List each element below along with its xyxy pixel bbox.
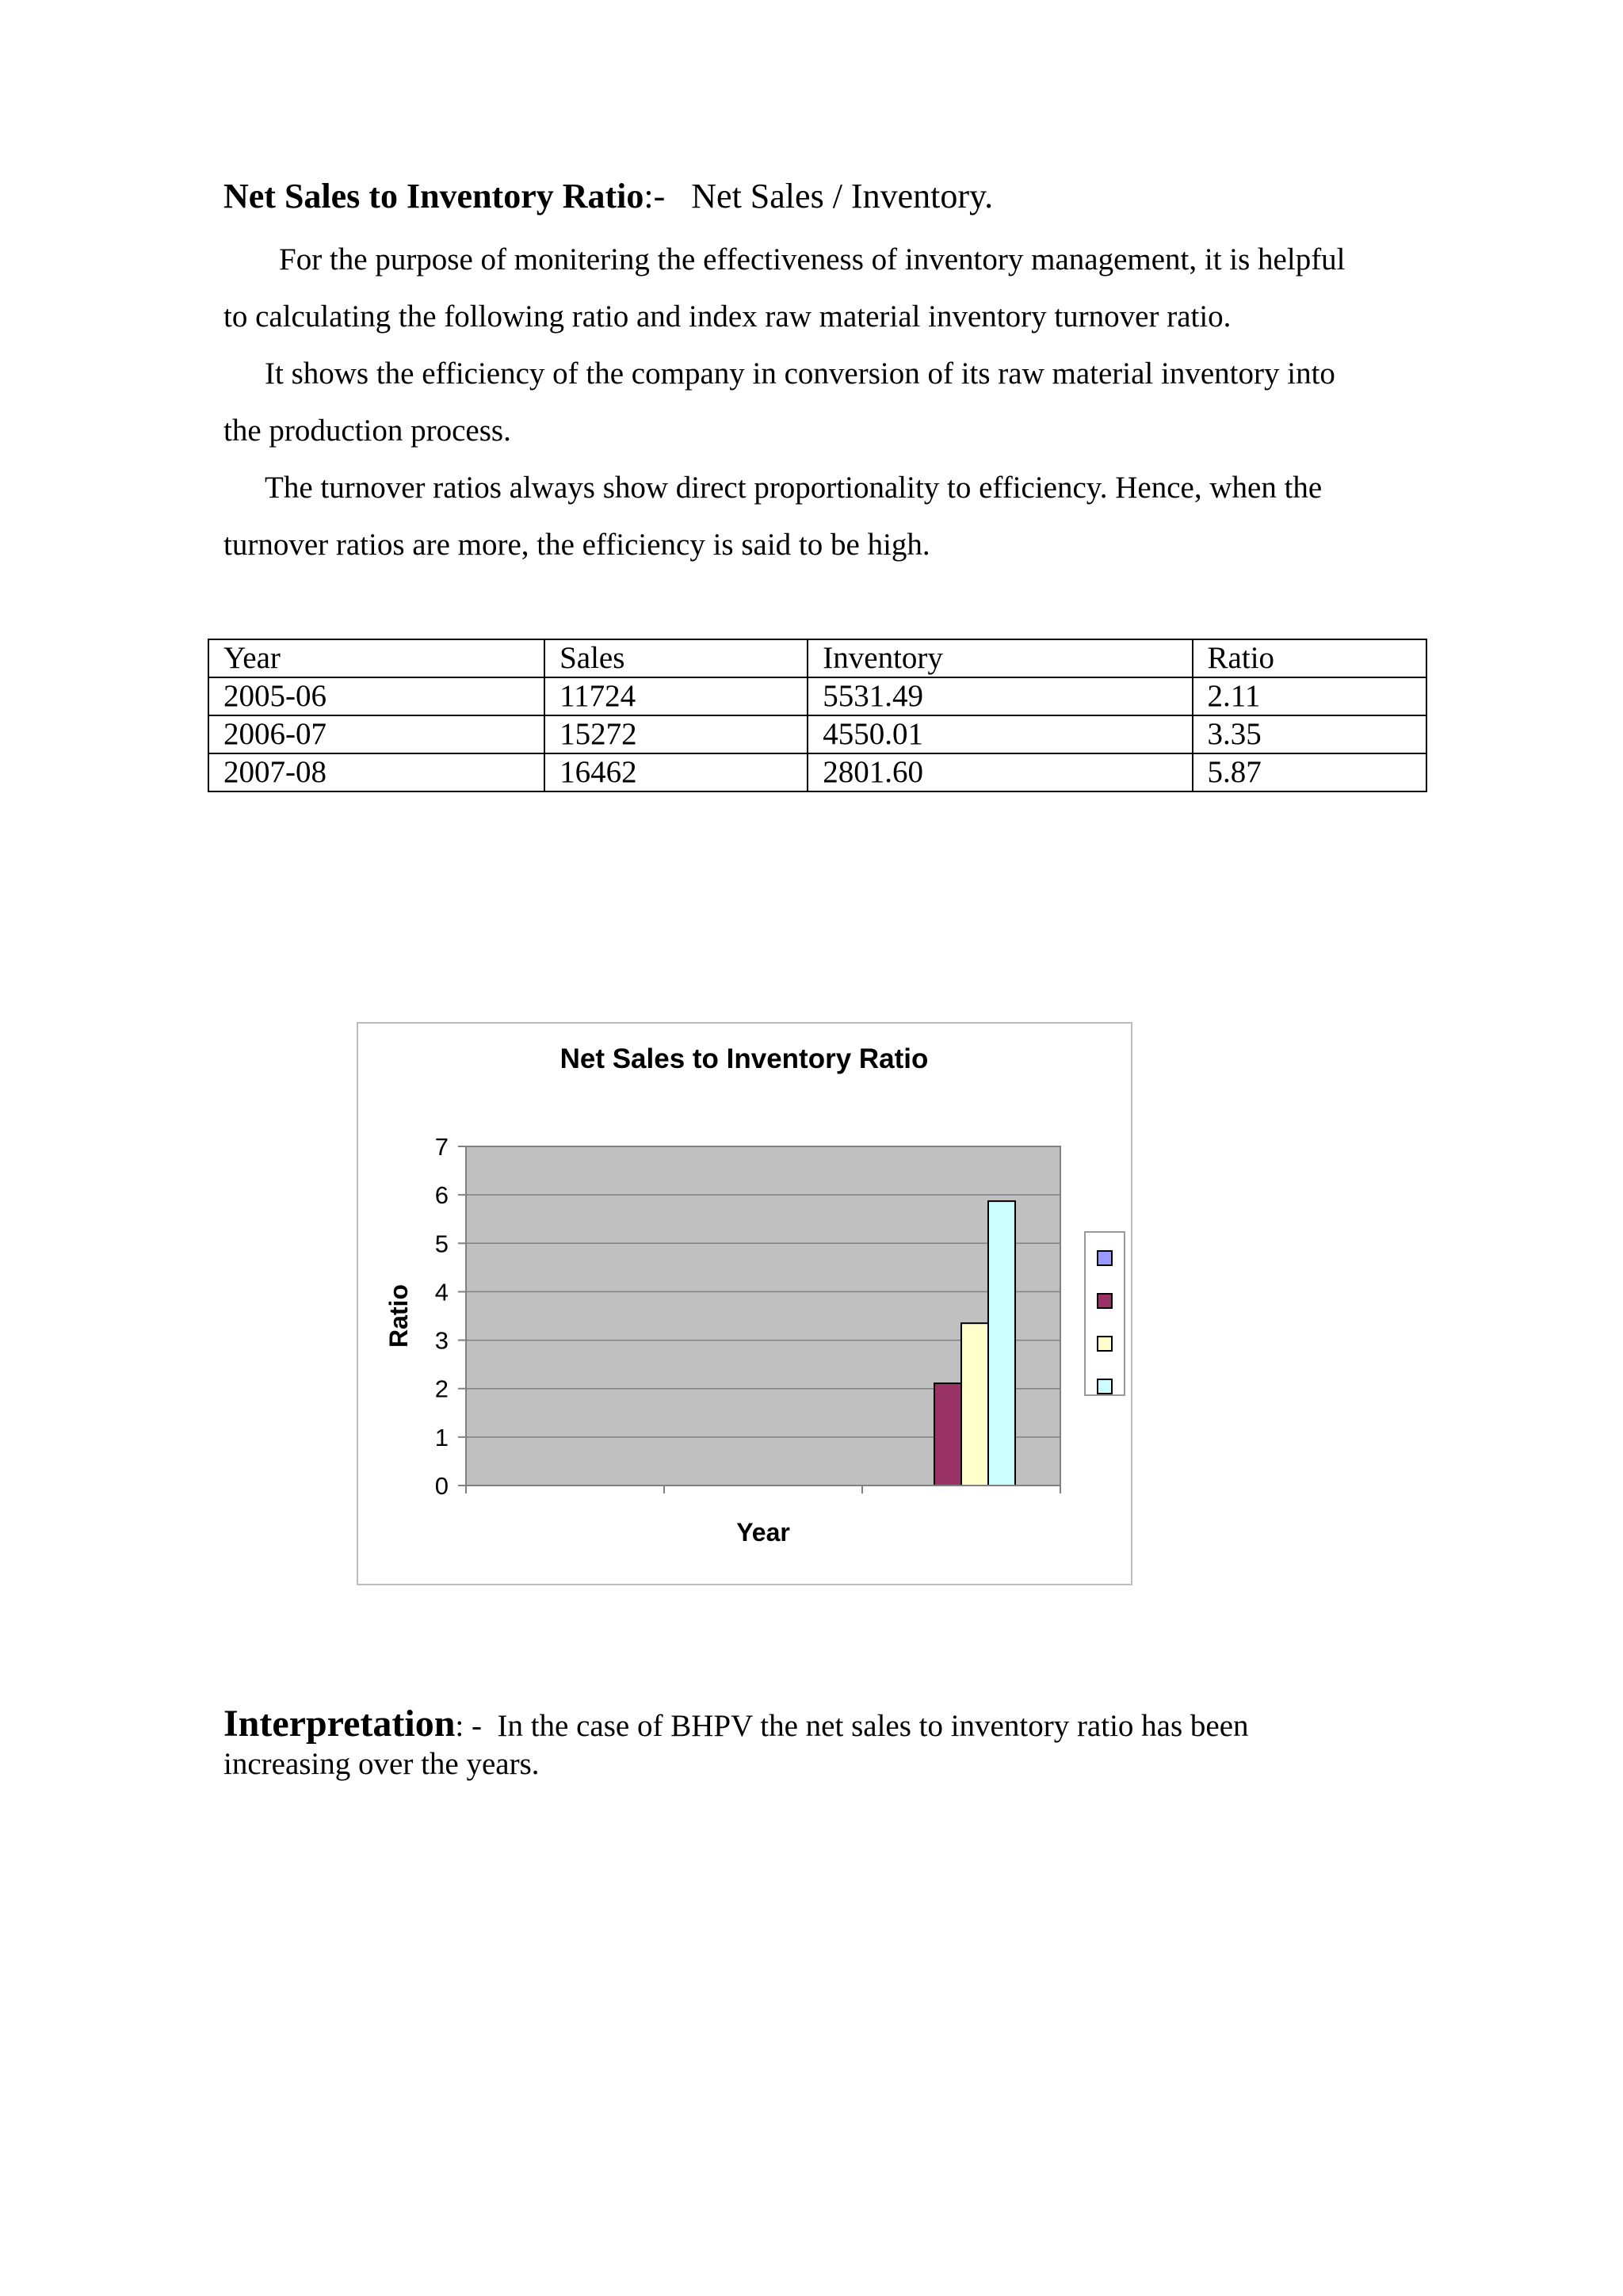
heading-title: Net Sales to Inventory Ratio <box>223 177 644 215</box>
interpretation-line-2: increasing over the years. <box>223 1747 540 1781</box>
interpretation-line-1: In the case of BHPV the net sales to inventory ratio has been <box>497 1709 1249 1743</box>
paragraph-1-line-1: For the purpose of monitering the effectiveness of inventory management, it is helpful <box>279 242 1346 277</box>
cell-sales: 15272 <box>544 715 808 753</box>
paragraph-2-line-1: It shows the efficiency of the company in conversion of its raw material inventory into <box>265 357 1335 391</box>
legend-swatch <box>1098 1251 1112 1265</box>
cell-sales: 11724 <box>544 677 808 715</box>
chart-title: Net Sales to Inventory Ratio <box>559 1043 929 1074</box>
y-tick-label: 3 <box>434 1326 449 1355</box>
cell-sales: 16462 <box>544 753 808 791</box>
table-row <box>208 715 1426 753</box>
cell-year: 2006-07 <box>208 715 544 753</box>
bar <box>961 1323 988 1486</box>
paragraph-3-line-2: turnover ratios are more, the efficiency is said to be high. <box>223 528 930 562</box>
cell-inventory: 4550.01 <box>808 715 1192 753</box>
paragraph-1-line-2: to calculating the following ratio and index raw material inventory turnover ratio. <box>223 299 1232 334</box>
y-axis-label: Ratio <box>384 1284 413 1348</box>
heading-separator: :- <box>643 177 666 215</box>
paragraph-3 <box>223 460 1428 574</box>
bar <box>988 1201 1015 1486</box>
paragraph-2-line-2: the production process. <box>223 414 511 448</box>
heading-formula: Net Sales / Inventory. <box>691 177 994 215</box>
section-heading <box>223 173 993 220</box>
table-row <box>208 677 1426 715</box>
ratio-chart <box>357 1022 1132 1585</box>
legend-swatch <box>1098 1294 1112 1308</box>
interpretation-separator: : - <box>455 1709 482 1743</box>
legend-swatch <box>1098 1379 1112 1394</box>
table-header-row <box>208 639 1426 677</box>
cell-ratio: 2.11 <box>1193 677 1426 715</box>
header-year: Year <box>208 639 544 677</box>
ratio-table <box>208 639 1427 792</box>
y-tick-label: 4 <box>434 1278 449 1306</box>
y-tick-label: 6 <box>434 1181 449 1210</box>
cell-inventory: 2801.60 <box>808 753 1192 791</box>
chart-legend <box>1085 1232 1125 1395</box>
bar <box>934 1383 961 1486</box>
y-tick-label: 1 <box>434 1423 449 1451</box>
y-tick-label: 5 <box>434 1230 449 1258</box>
y-tick-label: 0 <box>434 1472 449 1500</box>
header-ratio: Ratio <box>1193 639 1426 677</box>
table-row <box>208 753 1426 791</box>
interpretation <box>223 1705 1460 1783</box>
cell-ratio: 5.87 <box>1193 753 1426 791</box>
cell-year: 2005-06 <box>208 677 544 715</box>
paragraph-3-line-1: The turnover ratios always show direct proportionality to efficiency. Hence, when the <box>265 471 1323 505</box>
y-tick-label: 7 <box>434 1133 449 1161</box>
x-axis-label: Year <box>736 1518 790 1547</box>
cell-ratio: 3.35 <box>1193 715 1426 753</box>
cell-inventory: 5531.49 <box>808 677 1192 715</box>
paragraph-2 <box>223 345 1428 460</box>
legend-swatch <box>1098 1337 1112 1351</box>
chart-canvas <box>358 1024 1131 1584</box>
header-sales: Sales <box>544 639 808 677</box>
header-inventory: Inventory <box>808 639 1192 677</box>
interpretation-label: Interpretation <box>223 1703 456 1745</box>
cell-year: 2007-08 <box>208 753 544 791</box>
paragraph-1 <box>223 231 1428 345</box>
y-tick-label: 2 <box>434 1375 449 1403</box>
